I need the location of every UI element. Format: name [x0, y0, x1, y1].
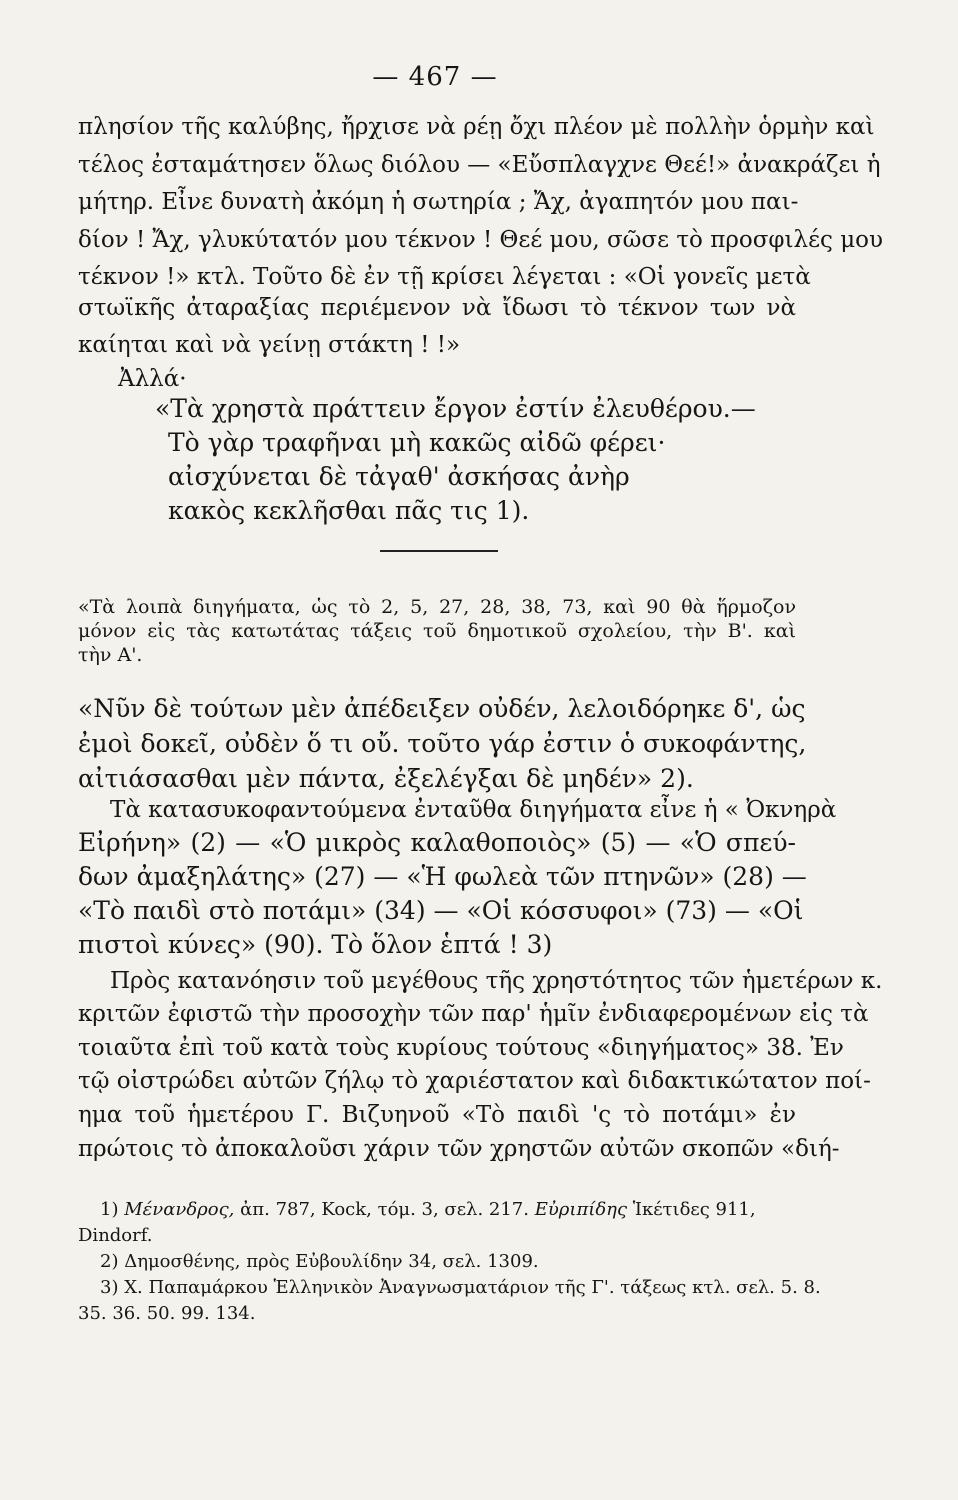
text-line: ημα τοῦ ἡμετέρου Γ. Βιζυηνοῦ «Τὸ παιδὶ 'ς τὸ ποτάμι» ἐν: [78, 1102, 796, 1128]
verse-line: κακὸς κεκλῆσθαι πᾶς τις 1).: [168, 496, 530, 525]
footnote-3: 3) Χ. Παπαμάρκου Ἑλληνικὸν Ἀναγνωσματάριον τῆς Γ'. τάξεως κτλ. σελ. 5. 8.: [100, 1277, 821, 1298]
text-line: καίηται καὶ νὰ γείνῃ στάκτη ! !»: [78, 332, 461, 358]
verse-line: «Τὰ χρηστὰ πράττειν ἔργον ἐστίν ἐλευθέρου.—: [155, 394, 756, 423]
footnote-3-cont: 35. 36. 50. 99. 134.: [78, 1303, 256, 1324]
footnote-2: 2) Δημοσθένης, πρὸς Εὐβουλίδην 34, σελ. 1309.: [100, 1251, 539, 1272]
footnote-1: [100, 1198, 796, 1222]
verse-line: Τὸ γὰρ τραφῆναι μὴ κακῶς αἰδῶ φέρει·: [168, 428, 666, 457]
text-line: «Νῦν δὲ τούτων μὲν ἀπέδειξεν οὐδέν, λελοιδόρηκε δ', ὡς: [78, 694, 806, 723]
footnote-text: ἀπ. 787, Kock, τόμ. 3, σελ. 217.: [234, 1199, 529, 1220]
text-line: τῷ οἰστρώδει αὐτῶν ζήλῳ τὸ χαριέστατον καὶ διδακτικώτατον ποί-: [78, 1068, 871, 1094]
quote-line: τὴν Α'.: [78, 644, 143, 666]
text-line: αἰτιάσασθαι μὲν πάντα, ἐξελέγξαι δὲ μηδέν» 2).: [78, 764, 694, 793]
footnote-author: Εὐριπίδης: [534, 1199, 628, 1220]
text-line: ἐμοὶ δοκεῖ, οὐδὲν ὅ τι οὔ. τοῦτο γάρ ἐστιν ὁ συκοφάντης,: [78, 729, 807, 758]
text-line: τοιαῦτα ἐπὶ τοῦ κατὰ τοὺς κυρίους τούτους «διηγήματος» 38. Ἐν: [78, 1035, 844, 1061]
section-divider: [380, 550, 498, 552]
text-line: Πρὸς κατανόησιν τοῦ μεγέθους τῆς χρηστότητος τῶν ἡμετέρων κ.: [110, 968, 883, 994]
verse-line: αἰσχύνεται δὲ τἀγαθ' ἀσκήσας ἀνὴρ: [168, 462, 630, 491]
quote-line: «Τὰ λοιπὰ διηγήματα, ὡς τὸ 2, 5, 27, 28, 38, 73, καὶ 90 θὰ ἥρμοζον: [78, 596, 796, 618]
text-line: πλησίον τῆς καλύβης, ἤρχισε νὰ ρέῃ ὄχι πλέον μὲ πολλὴν ὁρμὴν καὶ: [78, 114, 875, 140]
footnote-1-cont: Dindorf.: [78, 1225, 153, 1246]
text-line: πρώτοις τὸ ἀποκαλοῦσι χάριν τῶν χρηστῶν αὐτῶν σκοπῶν «διή-: [78, 1136, 840, 1162]
text-line: κριτῶν ἐφιστῶ τὴν προσοχὴν τῶν παρ' ἡμῖν ἐνδιαφερομένων εἰς τὰ: [78, 1001, 869, 1027]
text-line: δων ἀμαξηλάτης» (27) — «Ἡ φωλεὰ τῶν πτηνῶν» (28) —: [78, 862, 807, 891]
text-line: δίον ! Ἄχ, γλυκύτατόν μου τέκνον ! Θεέ μου, σῶσε τὸ προσφιλές μου: [78, 227, 883, 253]
quote-line: μόνον εἰς τὰς κατωτάτας τάξεις τοῦ δημοτικοῦ σχολείου, τὴν Β'. καὶ: [78, 620, 796, 642]
text-line: Εἰρήνη» (2) — «Ὁ μικρὸς καλαθοποιὸς» (5) — «Ὁ σπεύ-: [78, 828, 796, 857]
text-line: Τὰ κατασυκοφαντούμενα ἐνταῦθα διηγήματα εἶνε ἡ « Ὀκνηρὰ: [110, 797, 837, 823]
text-line: στωϊκῆς ἀταραξίας περιέμενον νὰ ἴδωσι τὸ τέκνον των νὰ: [78, 295, 796, 321]
footnote-text: Ἱκέτιδες 911,: [627, 1199, 756, 1220]
footnote-marker: 1): [100, 1199, 119, 1220]
text-line: «Τὸ παιδὶ στὸ ποτάμι» (34) — «Οἱ κόσσυφοι» (73) — «Οἱ: [78, 896, 804, 925]
text-line: Ἀλλά·: [118, 366, 187, 392]
text-line: πιστοὶ κύνες» (90). Τὸ ὅλον ἑπτά ! 3): [78, 930, 553, 959]
page-number: — 467 —: [372, 62, 498, 92]
text-line: τέλος ἐσταμάτησεν ὅλως διόλου — «Εὔσπλαγχνε Θεέ!» ἀνακράζει ἡ: [78, 152, 881, 178]
text-line: τέκνον !» κτλ. Τοῦτο δὲ ἐν τῇ κρίσει λέγεται : «Οἱ γονεῖς μετὰ: [78, 264, 811, 290]
footnote-author: Μένανδρος,: [124, 1199, 235, 1220]
text-line: μήτηρ. Εἶνε δυνατὴ ἀκόμη ἡ σωτηρία ; Ἄχ, ἀγαπητόν μου παι-: [78, 189, 799, 215]
